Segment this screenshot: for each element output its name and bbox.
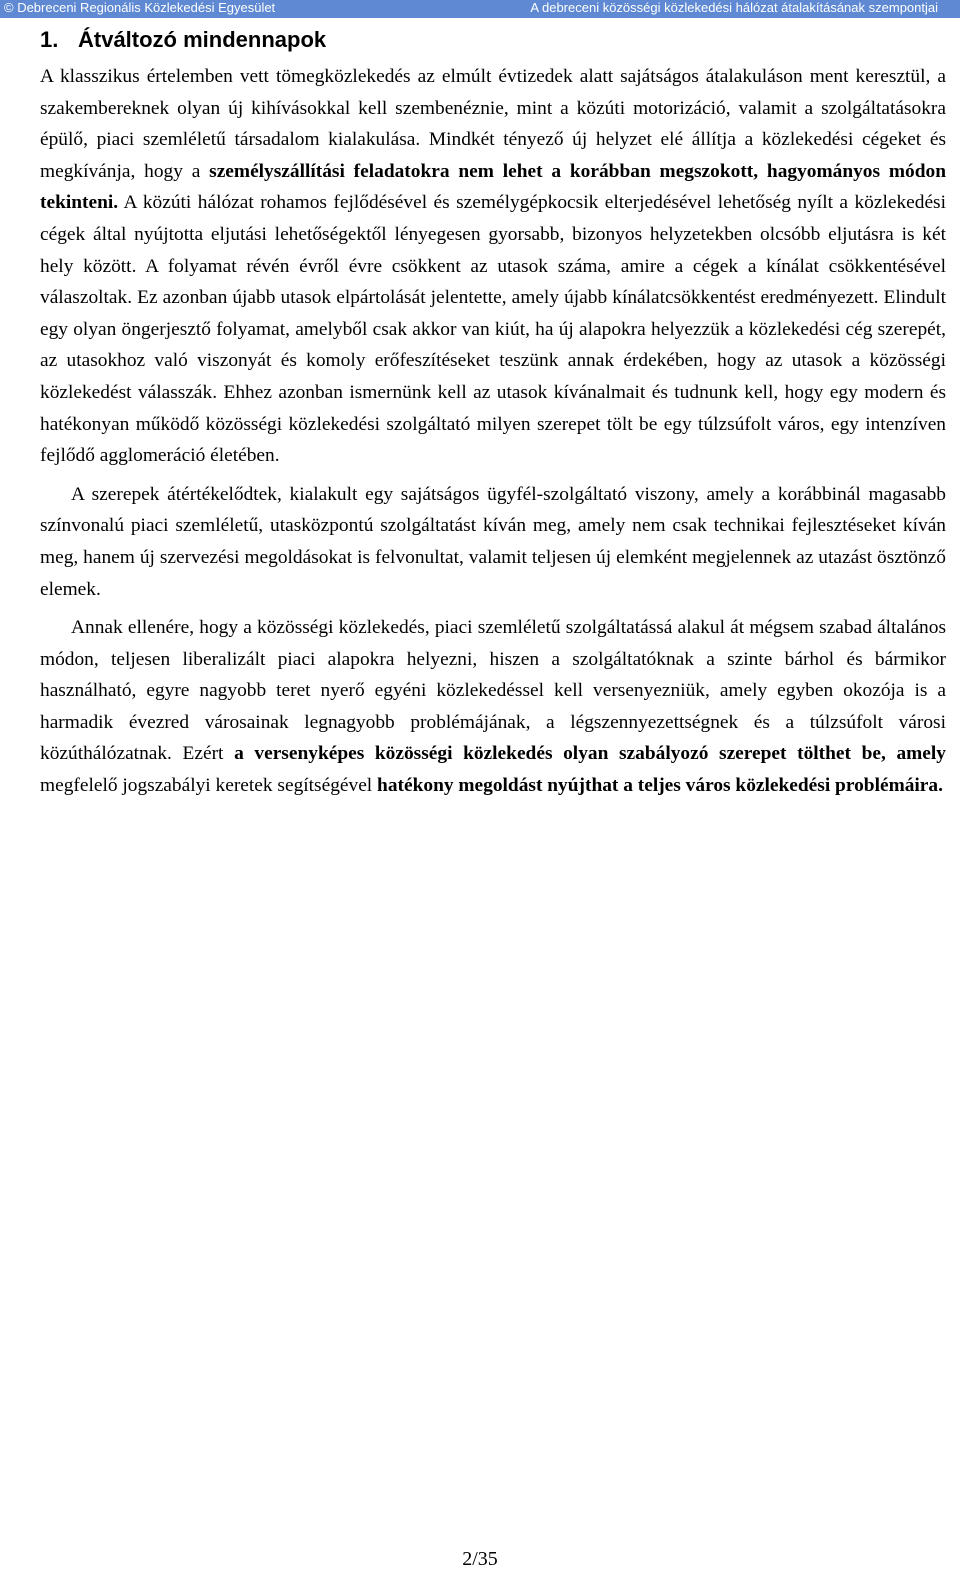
paragraph-1 — [40, 61, 946, 472]
header-document-title: A debreceni közösségi közlekedési hálózat átalakításának szempontjai — [530, 0, 938, 15]
paragraph-2 — [40, 479, 946, 605]
body-text — [40, 61, 946, 809]
section-number: 1. — [40, 27, 59, 52]
paragraph-1-text-2: A közúti hálózat rohamos fejlődésével és személygépkocsik elterjedésével lehetőség nyílt a közlekedési cégek által nyújtotta eljutási lehetőségektől lényegesen gyorsabb, bizonyos helyzetekben olcsóbb eljutásra is két hely között. A folyamat révén évről évre csökkent az utasok száma, amire a cégek a kínálat csökkentésével válaszoltak. Ez azonban újabb utasok elpártolását jelentette, amely újabb kínálatcsökkentést eredményezett. Elindult egy olyan öngerjesztő folyamat, amelyből csak akkor van kiút, ha új alapokra helyezzük a közlekedési cég szerepét, az utasokhoz való viszonyát és komoly erőfeszítéseket teszünk annak érdekében, hogy az utasok a közösségi közlekedést válasszák. Ehhez azonban ismernünk kell az utasok kívánalmait és tudnunk kell, hogy egy modern és hatékonyan működő közösségi közlekedési szolgáltató milyen szerepet tölt be egy túlzsúfolt város, egy intenzíven fejlődő agglomeráció életében. — [40, 192, 946, 467]
paragraph-1-bold-1: személyszállítási feladatokra nem lehet a korábban megszokott, hagyományos módon tekinteni. — [40, 160, 946, 214]
paragraph-3-text-2: megfelelő jogszabályi keretek segítségével — [40, 775, 378, 797]
header-copyright: © Debreceni Regionális Közlekedési Egyesület — [4, 0, 276, 15]
paragraph-3-bold-1: a versenyképes közösségi közlekedés olyan szabályozó szerepet tölthet be, amely — [234, 743, 946, 765]
paragraph-3 — [40, 612, 946, 802]
paragraph-3-text-1: Annak ellenére, hogy a közösségi közlekedés, piaci szemléletű szolgáltatássá alakul át mégsem szabad általános módon, teljesen liberalizált piaci alapokra helyezni, hiszen a szolgáltatóknak a szinte bárhol és bármikor használható, egyre nagyobb teret nyerő egyéni közlekedéssel kell versenyezniük, amely egyben okozója is a harmadik évezred városainak legnagyobb problémájának, a légszennyezettségnek és a túlzsúfolt városi közúthálózatnak. Ezért — [40, 617, 946, 765]
paragraph-1-text-1: A klasszikus értelemben vett tömegközlekedés az elmúlt évtizedek alatt sajátságos átalakuláson ment keresztül, a szakembereknek olyan új kihívásokkal kell szembenéznie, mint a közúti motorizáció, valamit a szolgáltatásokra épülő, piaci szemléletű társadalom kialakulása. Mindkét tényező új helyzet elé állítja a közlekedési cégeket és megkívánja, hogy a — [40, 66, 946, 182]
running-header — [0, 0, 960, 18]
page-number: 2/35 — [462, 1548, 498, 1570]
paragraph-3-bold-2: hatékony megoldást nyújthat a teljes város közlekedési problémáira. — [377, 775, 943, 797]
section-heading — [40, 26, 326, 54]
section-title: Átváltozó mindennapok — [78, 27, 327, 52]
paragraph-2-text-1: A szerepek átértékelődtek, kialakult egy sajátságos ügyfél-szolgáltató viszony, amely a korábbinál magasabb színvonalú piaci szemléletű, utasközpontú szolgáltatást kíván meg, amely nem csak technikai fejlesztéseket kíván meg, hanem új szervezési megoldásokat is felvonultat, valamit teljesen új elemként megjelennek az utazást ösztönző elemek. — [40, 483, 946, 600]
